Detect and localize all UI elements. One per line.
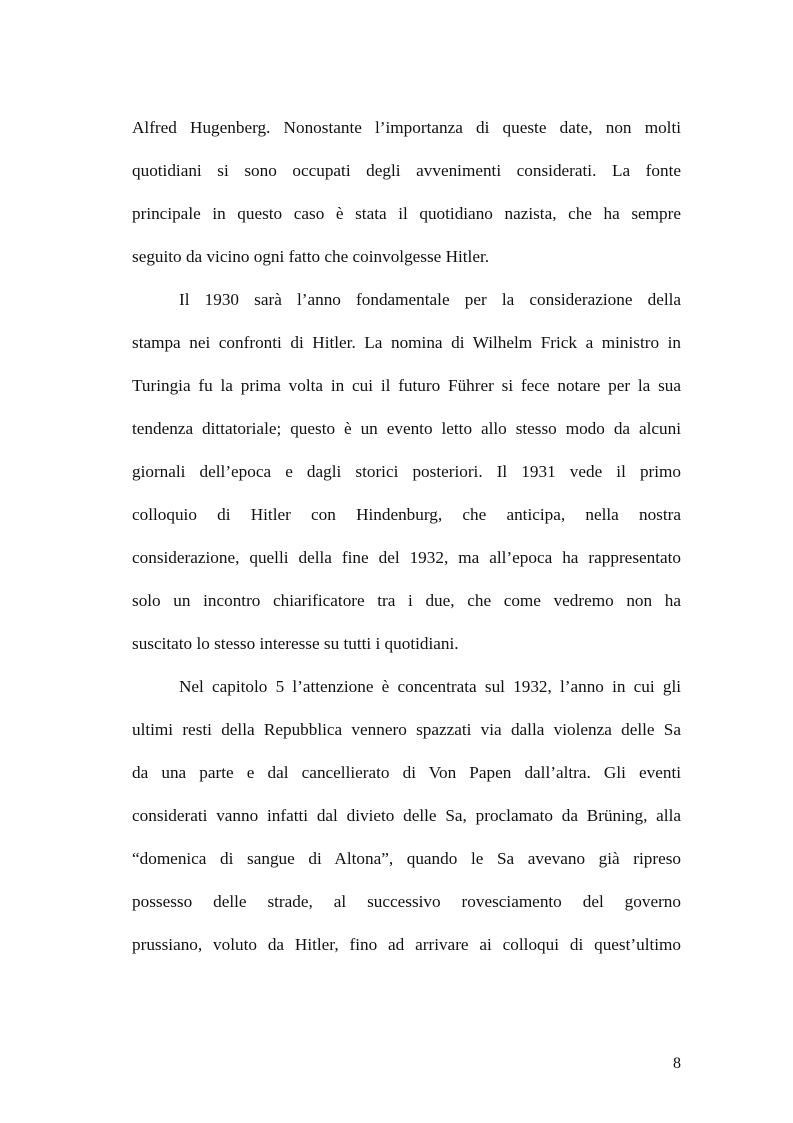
paragraph [132, 278, 681, 665]
text-line: quotidiani si sono occupati degli avvenimenti considerati. La fonte [132, 161, 681, 180]
text-line: “domenica di sangue di Altona”, quando le Sa avevano già ripreso [132, 849, 681, 868]
text-line: solo un incontro chiarificatore tra i due, che come vedremo non ha [132, 591, 681, 610]
text-line: ultimi resti della Repubblica vennero spazzati via dalla violenza delle Sa [132, 720, 681, 739]
text-line: tendenza dittatoriale; questo è un evento letto allo stesso modo da alcuni [132, 419, 681, 438]
text-line: principale in questo caso è stata il quotidiano nazista, che ha sempre [132, 204, 681, 223]
text-line: considerazione, quelli della fine del 1932, ma all’epoca ha rappresentato [132, 548, 681, 567]
text-line: Turingia fu la prima volta in cui il futuro Führer si fece notare per la sua [132, 376, 681, 395]
text-line: Nel capitolo 5 l’attenzione è concentrata sul 1932, l’anno in cui gli [179, 677, 681, 696]
document-body [132, 106, 681, 966]
text-line: da una parte e dal cancellierato di Von Papen dall’altra. Gli eventi [132, 763, 681, 782]
text-line: seguito da vicino ogni fatto che coinvolgesse Hitler. [132, 247, 490, 266]
page-number: 8 [673, 1055, 681, 1072]
text-line: prussiano, voluto da Hitler, fino ad arrivare ai colloqui di quest’ultimo [132, 935, 681, 954]
paragraph [132, 665, 681, 966]
text-line: suscitato lo stesso interesse su tutti i quotidiani. [132, 634, 459, 653]
text-line: colloquio di Hitler con Hindenburg, che anticipa, nella nostra [132, 505, 681, 524]
paragraph [132, 106, 681, 278]
text-line: giornali dell’epoca e dagli storici posteriori. Il 1931 vede il primo [132, 462, 681, 481]
text-line: stampa nei confronti di Hitler. La nomina di Wilhelm Frick a ministro in [132, 333, 681, 352]
text-line: considerati vanno infatti dal divieto delle Sa, proclamato da Brüning, alla [132, 806, 681, 825]
text-line: Il 1930 sarà l’anno fondamentale per la considerazione della [179, 290, 681, 309]
text-line: possesso delle strade, al successivo rovesciamento del governo [132, 892, 681, 911]
text-line: Alfred Hugenberg. Nonostante l’importanza di queste date, non molti [132, 118, 681, 137]
